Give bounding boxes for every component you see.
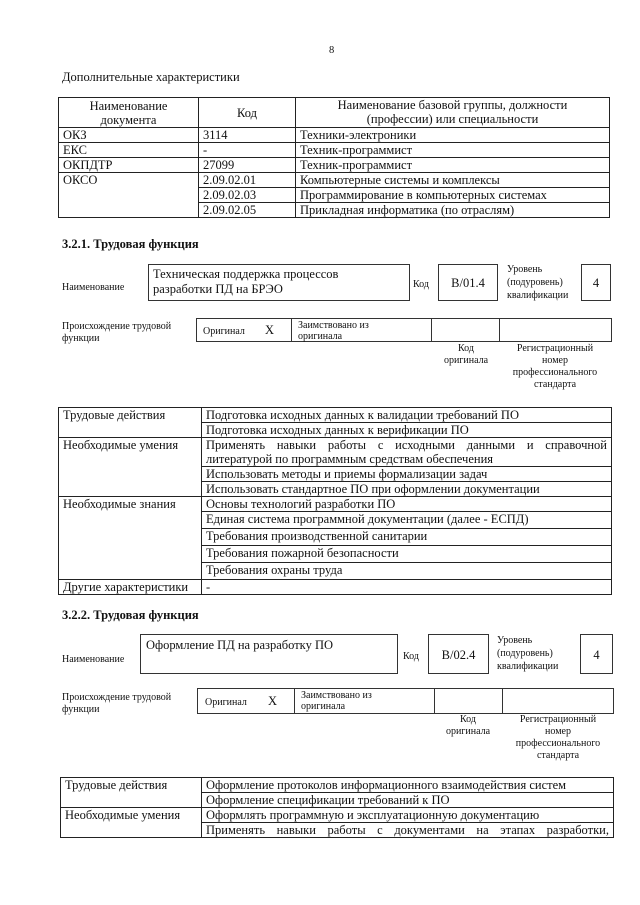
f1-skill: Использовать методы и приемы формализации задач — [202, 467, 612, 482]
f1-name-text: разработки ПД на БРЭО — [153, 282, 283, 296]
table-header-row — [59, 98, 610, 128]
table-row — [59, 580, 612, 595]
table-row — [59, 128, 610, 143]
header-doc — [59, 98, 199, 128]
table-row — [59, 497, 612, 512]
table-row — [59, 173, 610, 188]
cell-name: Техник-программист — [296, 158, 610, 173]
cell-code: 2.09.02.03 — [199, 188, 296, 203]
f2-code-orig-label — [433, 714, 503, 738]
label-text: квалификации — [497, 661, 559, 672]
f2-action: Оформление спецификации требований к ПО — [202, 793, 614, 808]
f1-code-box: B/01.4 — [438, 264, 498, 301]
f1-other: - — [202, 580, 612, 595]
label-text: Регистрационный — [519, 714, 597, 725]
table-row — [59, 438, 612, 467]
table-row — [59, 158, 610, 173]
header-text: документа — [100, 112, 157, 127]
label-text: оригинала — [298, 331, 343, 342]
cell-name: Программирование в компьютерных системах — [296, 188, 610, 203]
header-name — [296, 98, 610, 128]
f1-name-label: Наименование — [62, 282, 125, 293]
f1-knowledge: Требования пожарной безопасности — [202, 546, 612, 563]
skill-text: Применять навыки работы с исходными данными и справочной — [206, 438, 607, 452]
label-text: Код — [460, 714, 476, 725]
label-text: функции — [62, 704, 100, 715]
f1-name-text: Техническая поддержка процессов — [153, 267, 339, 281]
header-code: Код — [199, 98, 296, 128]
label-text: Уровень — [497, 635, 533, 646]
label-text: номер — [545, 726, 571, 737]
f2-level-box: 4 — [580, 634, 613, 674]
f2-skill: Оформлять программную и эксплуатационную документацию — [202, 808, 614, 823]
f2-name-text: Оформление ПД на разработку ПО — [146, 638, 333, 652]
label-text: Происхождение трудовой — [62, 321, 172, 332]
f2-actions-label: Трудовые действия — [61, 778, 202, 808]
label-text: оригинала — [445, 726, 491, 737]
label-text: Происхождение трудовой — [62, 692, 172, 703]
f1-origin-label — [62, 321, 171, 345]
f1-level-box: 4 — [581, 264, 611, 301]
f2-name-label: Наименование — [62, 654, 125, 665]
cell-name: Техники-электроники — [296, 128, 610, 143]
additional-heading: Дополнительные характеристики — [62, 70, 240, 84]
f2-code-box: B/02.4 — [428, 634, 489, 674]
f1-reg-label — [500, 343, 610, 391]
f1-skill: Использовать стандартное ПО при оформлении документации — [202, 482, 612, 497]
label-text: профессионального — [512, 367, 598, 378]
f1-action: Подготовка исходных данных к верификации ПО — [202, 423, 612, 438]
label-text: (подуровень) — [497, 648, 553, 659]
f1-skills-label: Необходимые умения — [59, 438, 202, 497]
f2-code-label: Код — [403, 651, 419, 662]
f1-action: Подготовка исходных данных к валидации требований ПО — [202, 408, 612, 423]
header-text: Наименование базовой группы, должности — [337, 98, 568, 112]
divider — [502, 689, 503, 713]
cell-name: Компьютерные системы и комплексы — [296, 173, 610, 188]
f2-table — [60, 777, 614, 838]
cell-doc: ЕКС — [59, 143, 199, 158]
header-text: Наименование — [89, 98, 168, 113]
f2-name-box — [140, 634, 398, 674]
f1-other-label: Другие характеристики — [59, 580, 202, 595]
cell-code: 3114 — [199, 128, 296, 143]
f1-original-label: Оригинал — [203, 326, 245, 337]
cell-code: 2.09.02.05 — [199, 203, 296, 218]
f1-borrowed-label — [298, 320, 369, 342]
f1-code-label: Код — [413, 279, 429, 290]
label-text: стандарта — [533, 379, 577, 390]
cell-doc: ОКЗ — [59, 128, 199, 143]
f1-level-label — [507, 263, 568, 302]
f2-origin-label — [62, 692, 171, 716]
label-text: (подуровень) — [507, 277, 563, 288]
f1-origin-row — [196, 318, 612, 342]
f2-original-mark: X — [268, 694, 278, 708]
label-text: Уровень — [507, 264, 543, 275]
divider — [499, 319, 500, 341]
f1-knowledge-label: Необходимые знания — [59, 497, 202, 580]
divider — [294, 689, 295, 713]
f1-knowledge: Требования производственной санитарии — [202, 529, 612, 546]
f2-level-label — [497, 634, 558, 673]
f1-actions-label: Трудовые действия — [59, 408, 202, 438]
additional-table — [58, 97, 610, 218]
label-text: номер — [542, 355, 568, 366]
table-row — [59, 143, 610, 158]
f1-knowledge: Основы технологий разработки ПО — [202, 497, 612, 512]
f2-skill: Применять навыки работы с документами на этапах разработки, — [202, 823, 614, 838]
cell-code: - — [199, 143, 296, 158]
label-text: стандарта — [536, 750, 580, 761]
divider — [431, 319, 432, 341]
f1-table — [58, 407, 612, 595]
f1-original-mark: X — [265, 323, 275, 337]
divider — [434, 689, 435, 713]
cell-code: 27099 — [199, 158, 296, 173]
f2-action: Оформление протоколов информационного взаимодействия систем — [202, 778, 614, 793]
f1-knowledge: Требования охраны труда — [202, 563, 612, 580]
f1-name-box — [148, 264, 410, 301]
cell-name: Прикладная информатика (по отраслям) — [296, 203, 610, 218]
cell-name: Техник-программист — [296, 143, 610, 158]
label-text: оригинала — [301, 701, 346, 712]
cell-doc: ОКПДТР — [59, 158, 199, 173]
table-row — [59, 408, 612, 423]
f2-reg-label — [503, 714, 613, 762]
f2-origin-row — [197, 688, 614, 714]
skill-text: литературой по программным средствам обеспечения — [206, 452, 494, 466]
f2-borrowed-label — [301, 690, 372, 712]
page-number: 8 — [329, 45, 335, 56]
f1-knowledge: Единая система программной документации (далее - ЕСПД) — [202, 512, 612, 529]
f2-original-label: Оригинал — [205, 697, 247, 708]
label-text: Заимствовано из — [301, 690, 372, 701]
label-text: профессионального — [515, 738, 601, 749]
table-row — [61, 778, 614, 793]
label-text: Заимствовано из — [298, 320, 369, 331]
label-text: квалификации — [507, 290, 569, 301]
f2-skills-label: Необходимые умения — [61, 808, 202, 838]
label-text: функции — [62, 333, 100, 344]
divider — [291, 319, 292, 341]
f1-code-orig-label — [431, 343, 501, 367]
label-text: Регистрационный — [516, 343, 594, 354]
table-row — [61, 808, 614, 823]
f1-heading: 3.2.1. Трудовая функция — [62, 237, 199, 251]
cell-doc: ОКСО — [59, 173, 199, 218]
cell-code: 2.09.02.01 — [199, 173, 296, 188]
label-text: оригинала — [443, 355, 489, 366]
label-text: Код — [458, 343, 474, 354]
f1-skill — [202, 438, 612, 467]
header-text: (профессии) или специальности — [366, 112, 539, 126]
f2-heading: 3.2.2. Трудовая функция — [62, 608, 199, 622]
